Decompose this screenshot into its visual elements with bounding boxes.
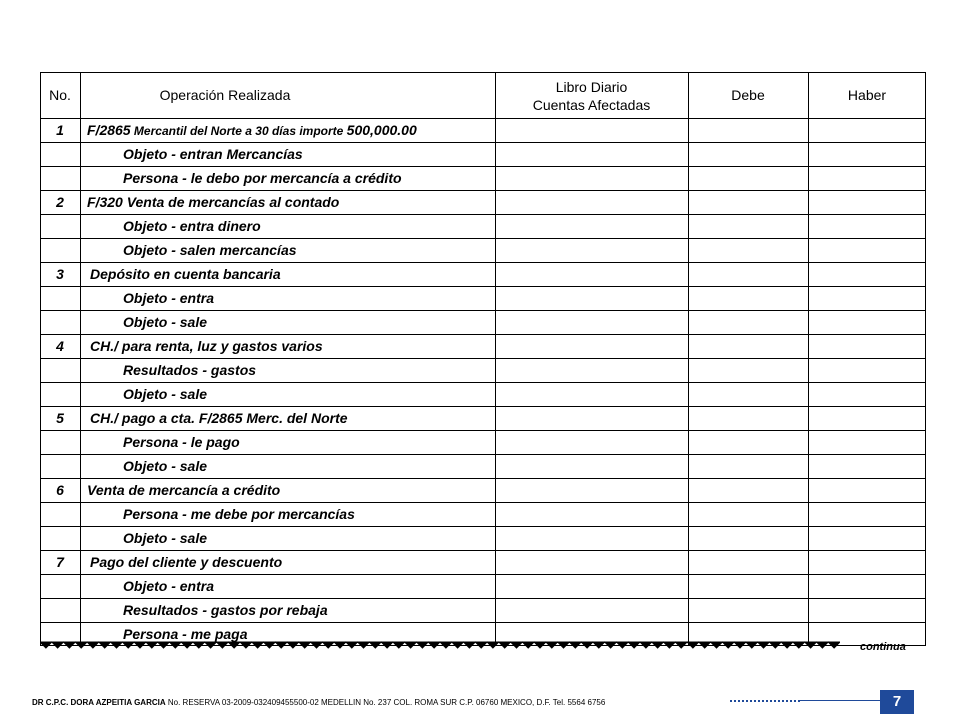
row-operation: Objeto - sale xyxy=(123,386,208,402)
row-divider xyxy=(40,454,926,455)
row-divider xyxy=(40,526,926,527)
header-debe: Debe xyxy=(731,87,765,103)
footer-author: DR C.P.C. DORA AZPEITIA GARCIA xyxy=(32,698,166,707)
row-operation: Objeto - sale xyxy=(123,458,208,474)
row-divider xyxy=(40,310,926,311)
column-divider xyxy=(495,72,496,646)
row-operation: Persona - le debo por mercancía a crédito xyxy=(123,170,402,186)
row-divider xyxy=(40,238,926,239)
row-divider xyxy=(40,622,926,623)
row-operation: Resultados - gastos xyxy=(123,362,257,378)
row-operation: F/320 Venta de mercancías al contado xyxy=(87,194,340,210)
column-divider xyxy=(688,72,689,646)
row-divider xyxy=(40,478,926,479)
row-divider xyxy=(40,214,926,215)
footer-rule xyxy=(800,700,880,701)
row-operation: Venta de mercancía a crédito xyxy=(87,482,281,498)
table-top-border xyxy=(40,72,926,73)
row-operation: Objeto - sale xyxy=(123,530,208,546)
row-operation: Pago del cliente y descuento xyxy=(90,554,283,570)
row-divider xyxy=(40,382,926,383)
row-operation: Persona - me paga xyxy=(123,626,248,642)
row-operation: Objeto - entra dinero xyxy=(123,218,261,234)
row-operation: Persona - me debe por mercancías xyxy=(123,506,355,522)
row-divider xyxy=(40,598,926,599)
continua-label: continua xyxy=(860,641,906,653)
row-operation: CH./ pago a cta. F/2865 Merc. del Norte xyxy=(90,410,348,426)
row-operation: Objeto - entran Mercancías xyxy=(123,146,303,162)
invoice-desc: Mercantil del Norte a 30 días importe xyxy=(130,124,347,138)
row-divider xyxy=(40,166,926,167)
row-divider xyxy=(40,550,926,551)
row-operation: Objeto - sale xyxy=(123,314,208,330)
header-operacion: Operación Realizada xyxy=(159,87,291,103)
row-number: 1 xyxy=(56,122,64,138)
row-divider xyxy=(40,574,926,575)
footer-credits xyxy=(32,698,605,707)
row-operation: Resultados - gastos por rebaja xyxy=(123,602,328,618)
row-number: 2 xyxy=(56,194,64,210)
header-libro-diario: Libro Diario xyxy=(555,79,628,95)
row-operation xyxy=(87,121,417,140)
footer-dotted-rule xyxy=(730,700,800,702)
row-divider xyxy=(40,430,926,431)
column-divider xyxy=(925,72,926,646)
header-cuentas-afectadas: Cuentas Afectadas xyxy=(532,97,651,113)
column-divider xyxy=(80,72,81,646)
row-divider xyxy=(40,142,926,143)
ledger-table xyxy=(40,72,926,642)
header-no: No. xyxy=(49,87,71,103)
row-number: 3 xyxy=(56,266,64,282)
row-operation: Objeto - entra xyxy=(123,578,215,594)
row-divider xyxy=(40,118,926,119)
row-divider xyxy=(40,358,926,359)
row-operation: Depósito en cuenta bancaria xyxy=(90,266,281,282)
row-number: 7 xyxy=(56,554,64,570)
torn-edge-divider xyxy=(40,640,840,650)
row-operation: Persona - le pago xyxy=(123,434,240,450)
column-divider xyxy=(808,72,809,646)
row-number: 4 xyxy=(56,338,64,354)
row-divider xyxy=(40,502,926,503)
row-operation: Objeto - salen mercancías xyxy=(123,242,297,258)
row-divider xyxy=(40,286,926,287)
torn-edge-teeth xyxy=(40,642,840,648)
row-divider xyxy=(40,262,926,263)
page-number: 7 xyxy=(880,690,914,714)
row-divider xyxy=(40,334,926,335)
invoice-amount: 500,000.00 xyxy=(346,122,417,138)
row-operation: CH./ para renta, luz y gastos varios xyxy=(90,338,323,354)
row-divider xyxy=(40,406,926,407)
row-number: 5 xyxy=(56,410,64,426)
invoice-ref: F/2865 xyxy=(87,122,131,138)
header-haber: Haber xyxy=(847,87,887,103)
footer-details: No. RESERVA 03-2009-032409455500-02 MEDELLIN No. 237 COL. ROMA SUR C.P. 06760 MEXICO, D.F. Tel. 5564 6756 xyxy=(165,698,606,707)
row-operation: Objeto - entra xyxy=(123,290,215,306)
row-divider xyxy=(40,190,926,191)
row-number: 6 xyxy=(56,482,64,498)
